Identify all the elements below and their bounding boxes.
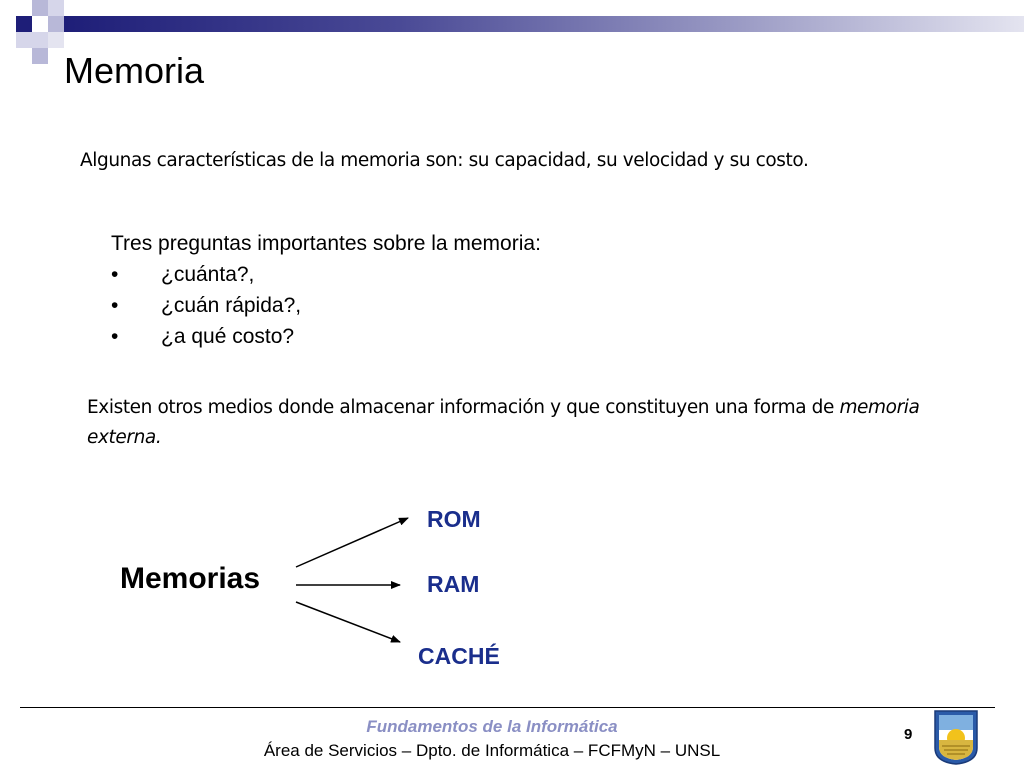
university-logo-icon (932, 708, 980, 766)
external-memory-text: Existen otros medios donde almacenar información y que constituyen una forma de (87, 397, 840, 418)
footer-department: Área de Servicios – Dpto. de Informática – FCFMyN – UNSL (263, 741, 721, 760)
question-text: ¿a qué costo? (161, 325, 295, 348)
external-memory-emphasis: memoria externa. (87, 397, 920, 448)
characteristics-paragraph: Algunas características de la memoria son: su capacidad, su velocidad y su costo. (80, 150, 809, 171)
question-text: ¿cuán rápida?, (161, 294, 302, 317)
diagram-target-rom: ROM (427, 506, 481, 532)
slide-title: Memoria (64, 50, 205, 91)
bullet-icon: • (111, 325, 119, 348)
bullet-icon: • (111, 263, 119, 286)
diagram-source-label: Memorias (120, 562, 261, 595)
footer-divider (20, 707, 995, 708)
footer-course: Fundamentos de la Informática (366, 717, 618, 736)
diagram-target-ram: RAM (427, 571, 480, 597)
diagram-target-cache: CACHÉ (418, 643, 500, 669)
bullet-icon: • (111, 294, 119, 317)
page-number: 9 (904, 726, 913, 743)
question-text: ¿cuánta?, (161, 263, 255, 286)
questions-heading: Tres preguntas importantes sobre la memoria: (111, 232, 541, 255)
arrow-to-cache (296, 602, 400, 642)
arrow-to-rom (296, 518, 408, 567)
